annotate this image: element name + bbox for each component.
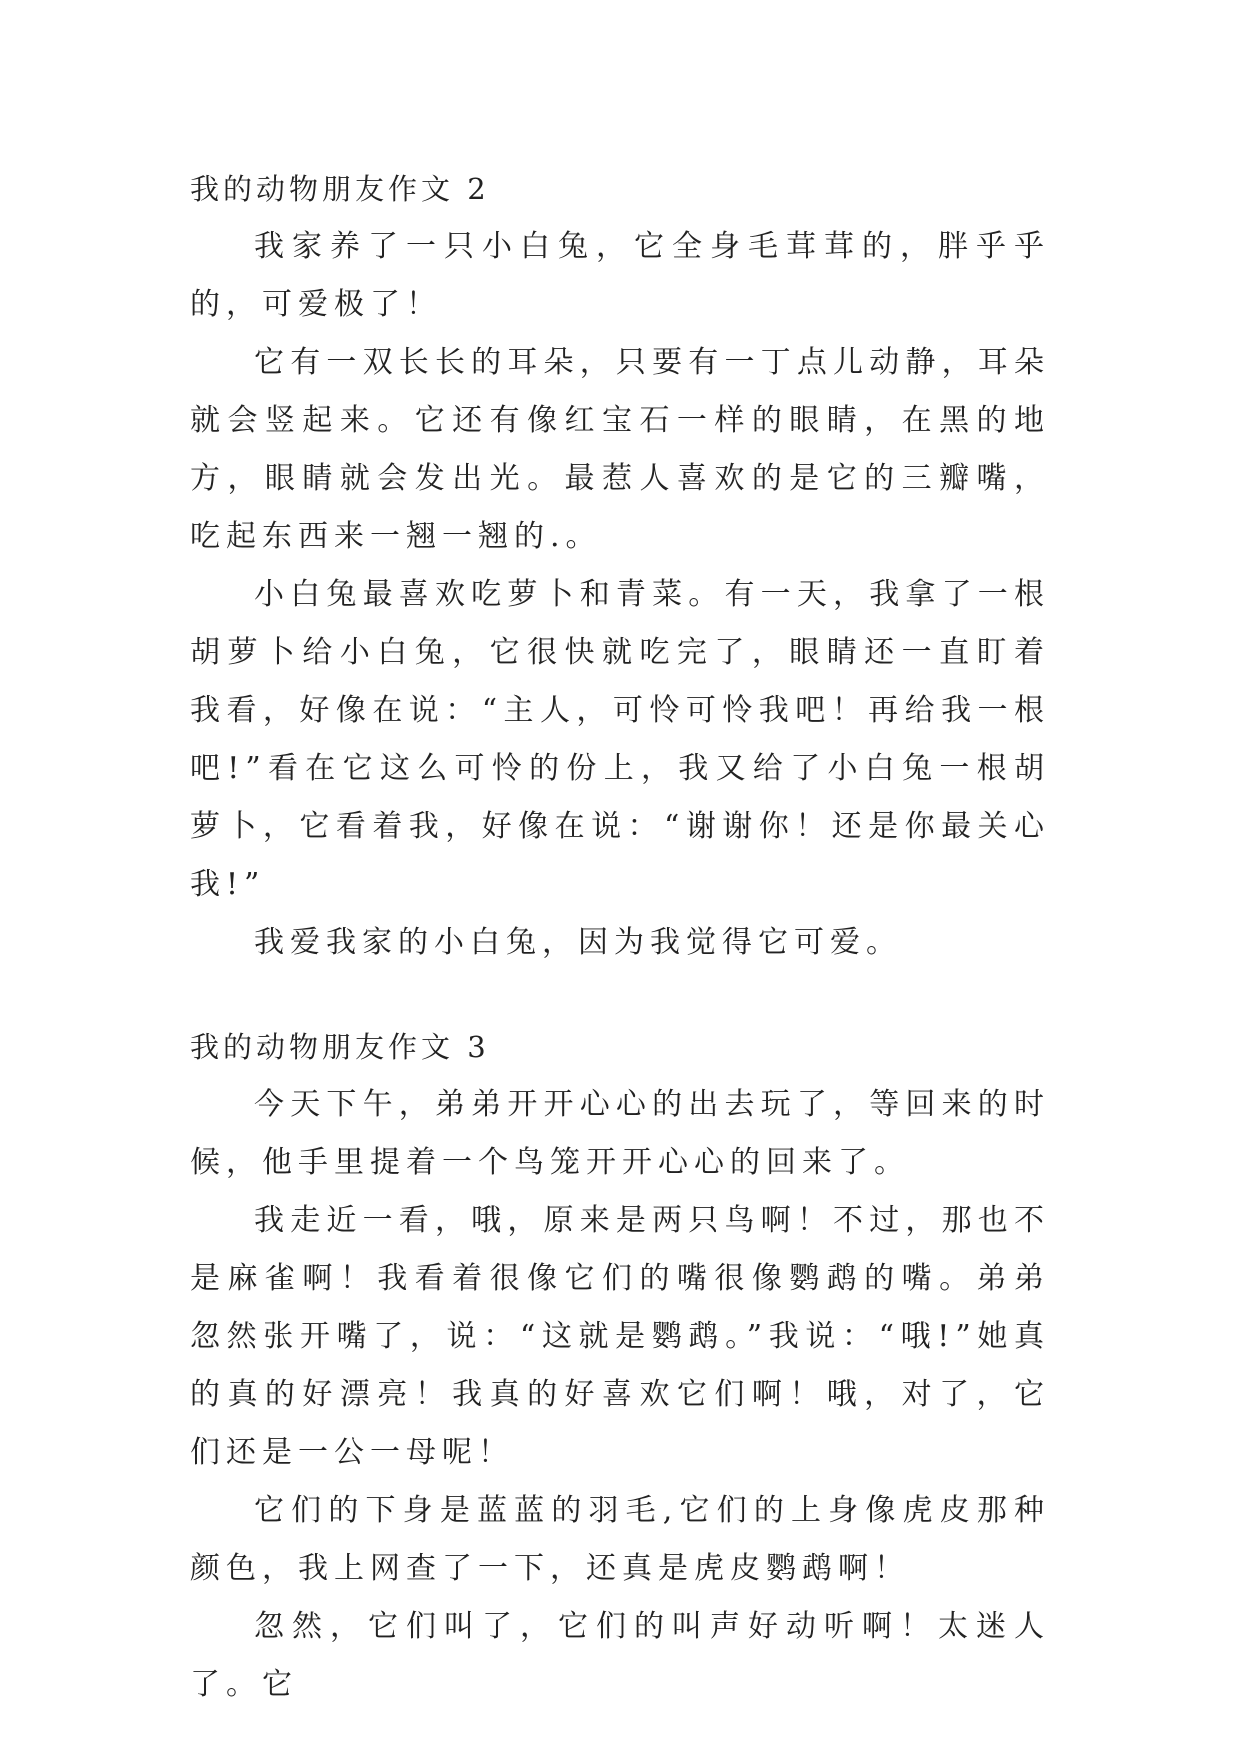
- paragraph: 小白兔最喜欢吃萝卜和青菜。有一天，我拿了一根胡萝卜给小白兔，它很快就吃完了，眼睛还一直盯着我看，好像在说：“主人，可怜可怜我吧！再给我一根吧!”看在它这么可怜的份上，我又给了小白兔一根胡萝卜，它看着我，好像在说：“谢谢你！还是你最关心我!”: [190, 577, 1050, 902]
- essay-section-2: [190, 160, 1050, 972]
- paragraph: 我走近一看，哦，原来是两只鸟啊！不过，那也不是麻雀啊！我看着很像它们的嘴很像鹦鹉的嘴。弟弟忽然张开嘴了，说：“这就是鹦鹉。”我说：“哦!”她真的真的好漂亮！我真的好喜欢它们啊！哦，对了，它们还是一公一母呢！: [190, 1203, 1050, 1470]
- paragraph: 忽然，它们叫了，它们的叫声好动听啊！太迷人了。它: [190, 1609, 1050, 1702]
- paragraph: 它有一双长长的耳朵，只要有一丁点儿动静，耳朵就会竖起来。它还有像红宝石一样的眼睛，在黑的地方，眼睛就会发出光。最惹人喜欢的是它的三瓣嘴，吃起东西来一翘一翘的.。: [190, 345, 1050, 554]
- paragraph: 我爱我家的小白兔，因为我觉得它可爱。: [254, 925, 902, 960]
- document-content: [190, 160, 1050, 1714]
- paragraph: 今天下午，弟弟开开心心的出去玩了，等回来的时候，他手里提着一个鸟笼开开心心的回来了。: [190, 1087, 1050, 1180]
- essay-section-3: [190, 1018, 1050, 1714]
- paragraph: 我家养了一只小白兔，它全身毛茸茸的，胖乎乎的，可爱极了！: [190, 229, 1050, 322]
- essay-title: 我的动物朋友作文 3: [190, 1030, 490, 1064]
- paragraph: 它们的下身是蓝蓝的羽毛,它们的上身像虎皮那种颜色，我上网查了一下，还真是虎皮鹦鹉啊！: [190, 1493, 1050, 1586]
- essay-title: 我的动物朋友作文 2: [190, 172, 490, 206]
